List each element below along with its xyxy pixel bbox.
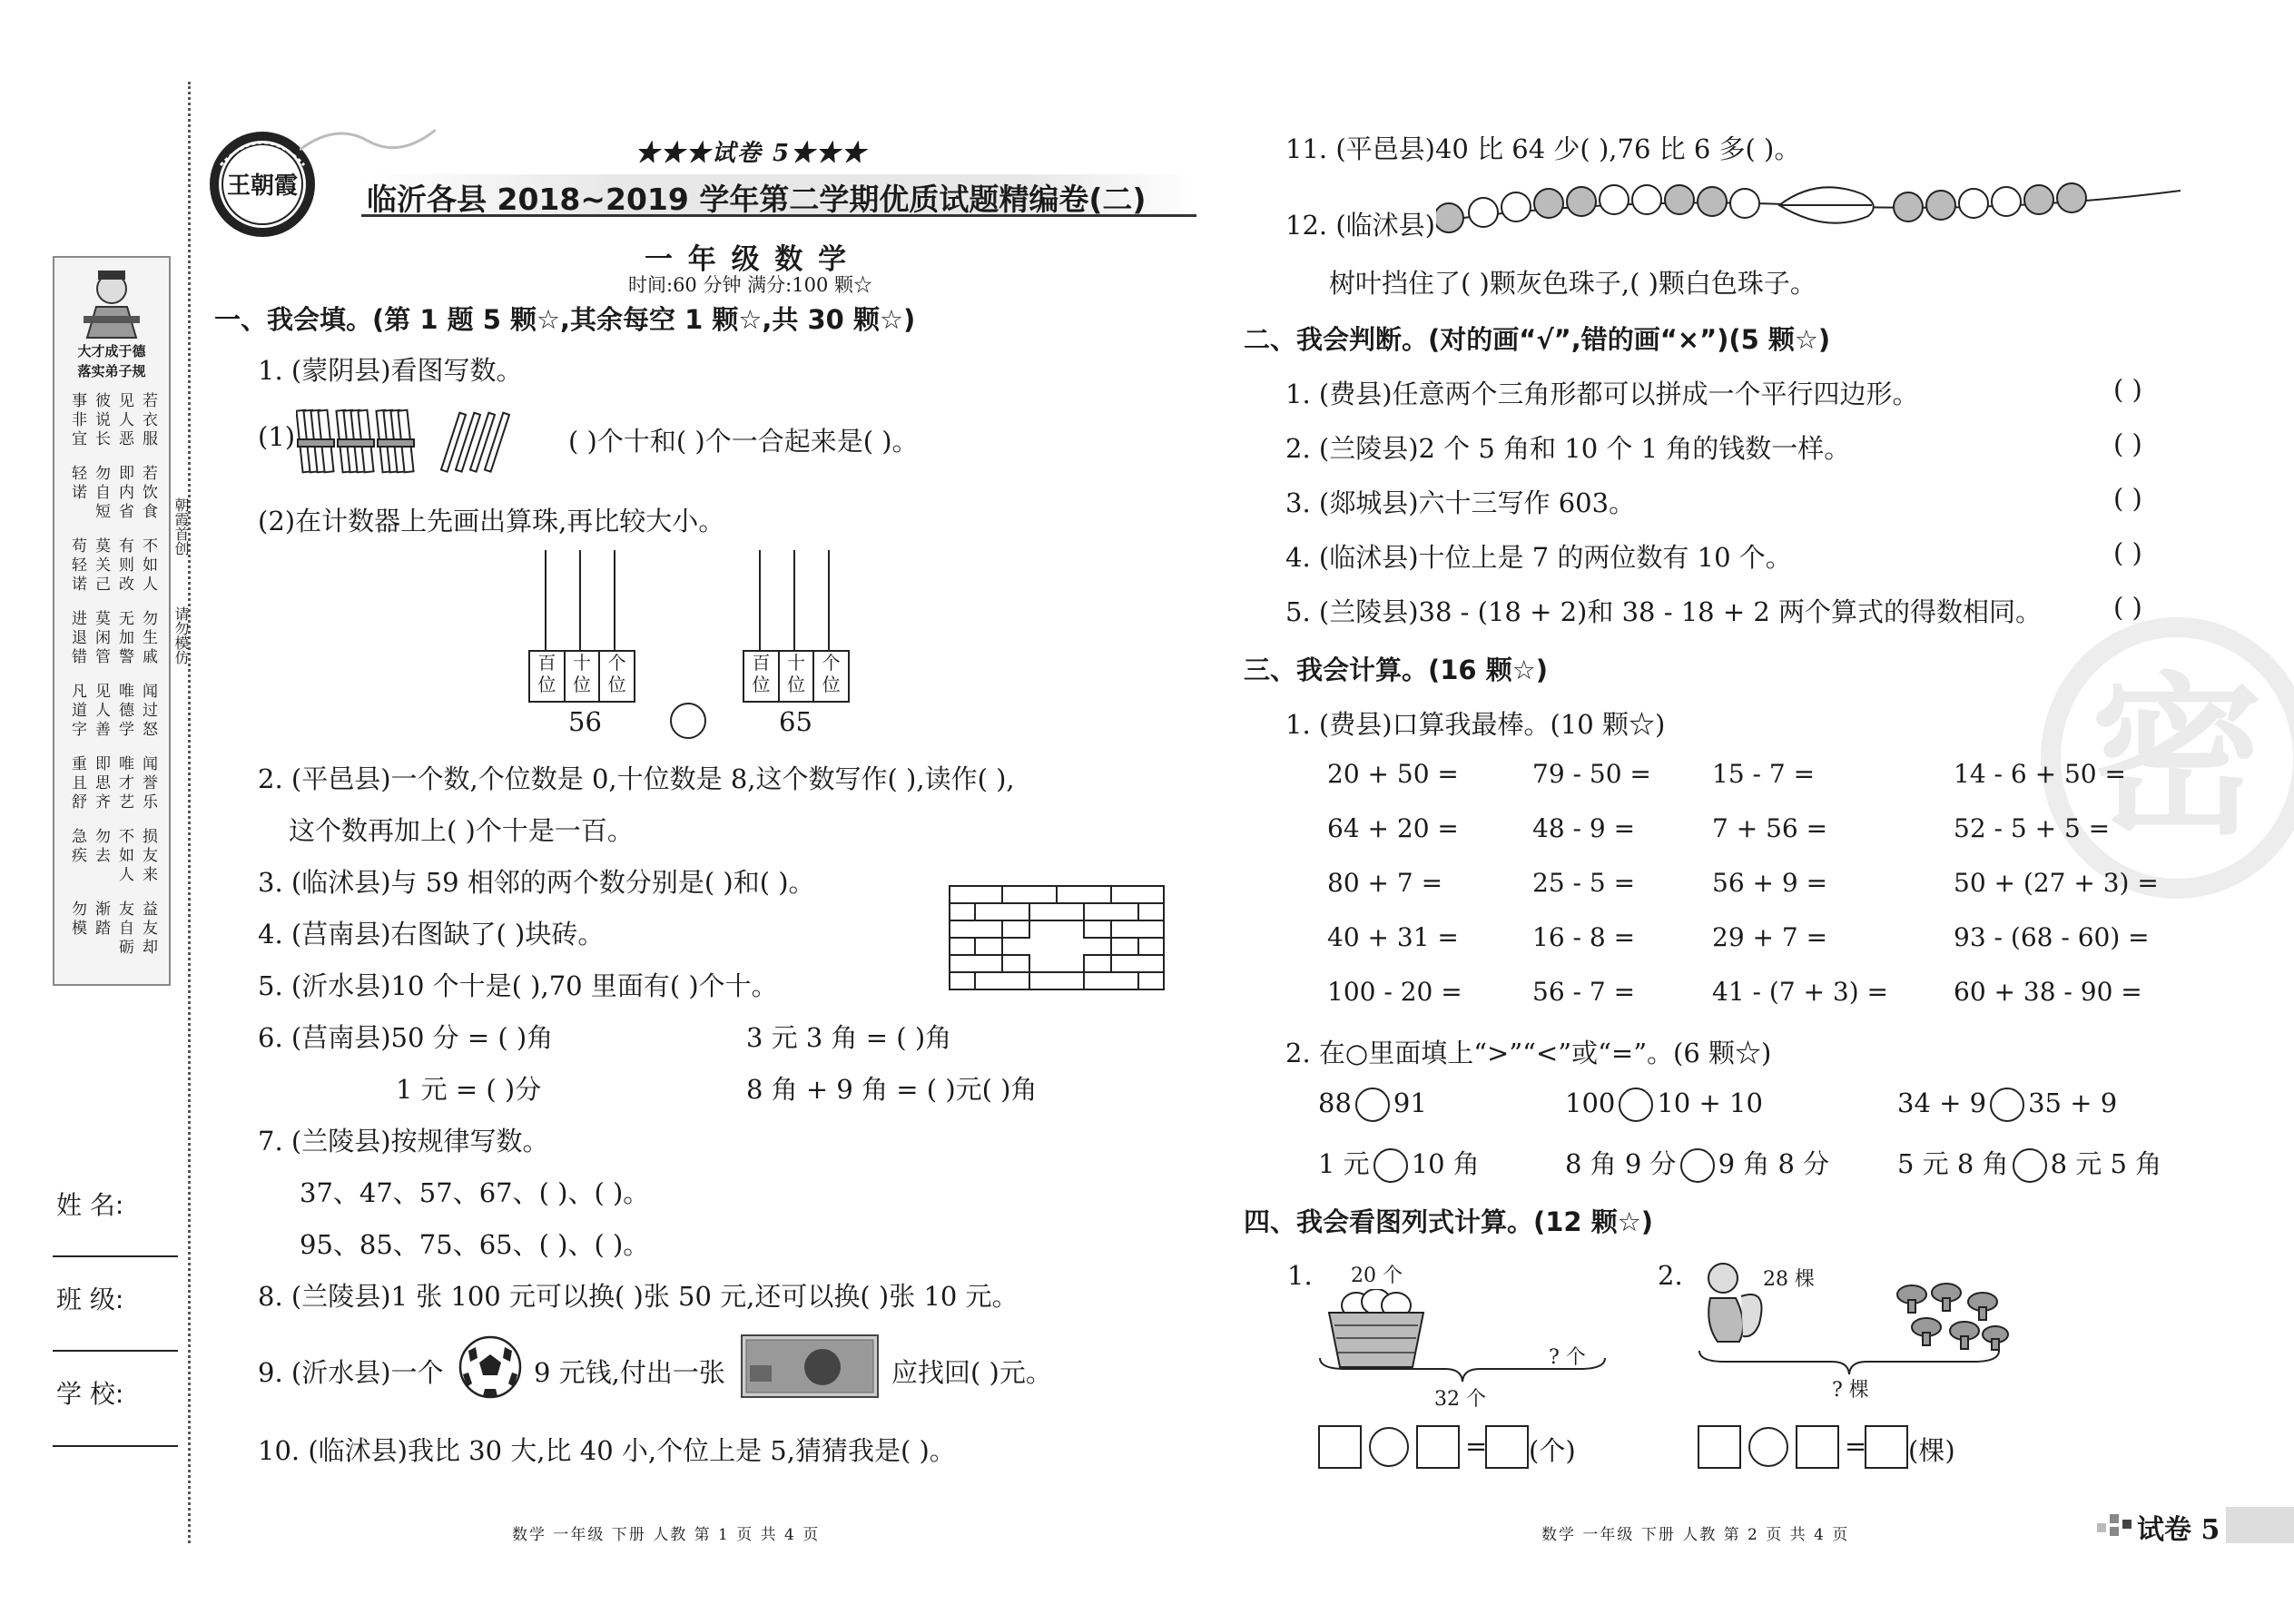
calc-item: 48 - 9 = [1532, 813, 1636, 843]
poem-column: 莫关己 [92, 537, 110, 595]
bead [1992, 187, 2021, 216]
compare-left: 1 元 [1318, 1148, 1370, 1179]
poem-column: 勿模 [68, 901, 86, 939]
poem-column: 苟轻诺 [68, 537, 86, 595]
q1-2: (2)在计数器上先画出算珠,再比较大小。 [258, 506, 725, 536]
stick-bundles-icon [296, 403, 521, 485]
q11: 11. (平邑县)40 比 64 少( ),76 比 6 多( )。 [1285, 133, 1801, 164]
q12-b: 树叶挡住了( )颗灰色珠子,( )颗白色珠子。 [1329, 268, 1816, 299]
bead [1469, 198, 1498, 227]
poem-column: 无加警 [115, 610, 133, 667]
q3: 3. (临沭县)与 59 相邻的两个数分别是( )和( )。 [258, 867, 815, 898]
q2-line-2: 这个数再加上( )个十是一百。 [289, 815, 634, 846]
poem-column: 见人恶 [115, 392, 133, 449]
scholar-figure-icon [80, 267, 143, 340]
bead [1632, 185, 1661, 214]
sidebar-motto-panel [53, 256, 171, 986]
section-2-heading: 二、我会判断。(对的画“√”,错的画“×”)(5 颗☆) [1244, 324, 1831, 355]
p2-number: 2. [1658, 1260, 1683, 1291]
poem-column: 有则改 [115, 537, 133, 595]
stars-label: ★★★试卷 5★★★ [635, 140, 868, 167]
calc-item: 60 + 38 - 90 = [1954, 977, 2142, 1007]
p1-number: 1. [1287, 1260, 1313, 1291]
poem-column: 轻诺 [68, 465, 86, 503]
calc-item: 15 - 7 = [1712, 759, 1816, 789]
poem-column: 即内省 [115, 465, 133, 522]
class-label: 班 级: [56, 1284, 124, 1314]
compare-right: 91 [1393, 1088, 1427, 1118]
bead [1698, 187, 1727, 216]
compare-item [1897, 1088, 2117, 1122]
school-field[interactable] [53, 1445, 178, 1447]
poem-column: 凡道字 [68, 683, 86, 740]
judge-answer-paren[interactable]: ( ) [2113, 374, 2142, 405]
compare-item [1565, 1088, 1763, 1122]
calc-item: 41 - (7 + 3) = [1712, 977, 1888, 1007]
q10: 10. (临沭县)我比 30 大,比 40 小,个位上是 5,猜猜我是( )。 [258, 1435, 956, 1466]
q9-b: 9 元钱,付出一张 [534, 1357, 725, 1388]
poem-column: 损友来 [139, 828, 157, 885]
poem-column: 勿生戚 [139, 610, 157, 667]
compare-right: 9 角 8 分 [1718, 1148, 1830, 1179]
p1-answer-box-1[interactable] [1318, 1425, 1362, 1469]
poem-column: 闻誉乐 [139, 755, 157, 812]
poem-column: 益友却 [139, 901, 157, 958]
poem-column: 莫闲管 [92, 610, 110, 667]
q2-line-1: 2. (平邑县)一个数,个位数是 0,十位数是 8,这个数写作( ),读作( ), [258, 763, 1015, 794]
bead [2057, 183, 2086, 212]
q6-a: 6. (莒南县)50 分 = ( )角 [258, 1022, 554, 1053]
calc-item: 29 + 7 = [1712, 922, 1828, 952]
q1: 1. (蒙阴县)看图写数。 [258, 355, 523, 386]
section-4-heading: 四、我会看图列式计算。(12 颗☆) [1244, 1206, 1653, 1237]
calc-item: 52 - 5 + 5 = [1954, 813, 2111, 843]
q6-d: 8 角 + 9 角 = ( )元( )角 [746, 1074, 1038, 1105]
subject-title: 一 年 级 数 学 [645, 243, 850, 276]
compare-circle[interactable] [1373, 1148, 1408, 1183]
judge-answer-paren[interactable]: ( ) [2113, 592, 2142, 623]
q9-a: 9. (沂水县)一个 [258, 1357, 444, 1388]
q4: 4. (莒南县)右图缺了( )块砖。 [258, 919, 605, 950]
section-3-heading: 三、我会计算。(16 颗☆) [1244, 655, 1548, 685]
poem-column: 即思齐 [92, 755, 110, 812]
school-label: 学 校: [56, 1379, 124, 1409]
p1-answer-box-3[interactable] [1485, 1425, 1529, 1469]
judge-item: 1. (费县)任意两个三角形都可以拼成一个平行四边形。 [1285, 379, 1919, 409]
left-footer: 数学 一年级 下册 人教 第 1 页 共 4 页 [512, 1526, 821, 1544]
main-title: 临沂各县 2018~2019 学年第二学期优质试题精编卷(二) [367, 182, 1147, 217]
section-1-heading: 一、我会填。(第 1 题 5 颗☆,其余每空 1 颗☆,共 30 颗☆) [214, 304, 916, 335]
q9-c: 应找回( )元。 [891, 1357, 1052, 1388]
q1-1-text: ( )个十和( )个一合起来是( )。 [568, 426, 919, 457]
abacus-label-tens: 十位 [566, 652, 601, 701]
bead [1567, 187, 1596, 216]
poem-column: 不如人 [139, 537, 157, 595]
bead [2024, 185, 2053, 214]
bead [1926, 191, 1955, 220]
calc-item: 16 - 8 = [1532, 922, 1636, 952]
p1-unit: (个) [1529, 1435, 1576, 1466]
poem-column: 友自砺 [115, 901, 133, 958]
q7: 7. (兰陵县)按规律写数。 [258, 1126, 549, 1156]
abacus-label-tens: 十位 [780, 652, 815, 701]
bead [1665, 185, 1694, 214]
time-info: 时间:60 分钟 满分:100 颗☆ [628, 274, 872, 296]
poem-column: 事非宜 [68, 392, 86, 449]
ribbon-decoration [300, 123, 436, 159]
p1-top-label: 20 个 [1351, 1265, 1403, 1287]
calc-item: 64 + 20 = [1327, 813, 1459, 843]
name-field[interactable] [53, 1255, 178, 1257]
compare-circle[interactable] [1355, 1088, 1390, 1122]
poem-column: 重且舒 [68, 755, 86, 812]
bead [1436, 203, 1463, 232]
q5: 5. (沂水县)10 个十是( ),70 里面有( )个十。 [258, 970, 778, 1001]
poem-column: 闻过怒 [139, 683, 157, 740]
abacus-label-ones: 个位 [822, 652, 841, 695]
calc-item: 7 + 56 = [1712, 813, 1828, 843]
compare-left: 88 [1318, 1088, 1352, 1118]
side-note-1: 朝霞首创 [172, 497, 190, 556]
p2-answer-box-1[interactable] [1698, 1425, 1741, 1469]
compare-item [1565, 1144, 1829, 1183]
calc-item: 56 + 9 = [1712, 868, 1828, 898]
abacus-label-ones: 个位 [607, 652, 626, 695]
poem-column: 进退错 [68, 610, 86, 667]
q7-a: 37、47、57、67、( )、( )。 [300, 1177, 650, 1208]
judge-answer-paren[interactable]: ( ) [2113, 428, 2142, 459]
q6-b: 3 元 3 角 = ( )角 [746, 1022, 952, 1053]
p2-question: ? 棵 [1832, 1379, 1869, 1402]
compare-right: 10 角 [1411, 1148, 1480, 1179]
calc-item: 100 - 20 = [1327, 977, 1462, 1007]
judge-item: 5. (兰陵县)38 - (18 + 2)和 38 - 18 + 2 两个算式的得数相同。 [1285, 596, 2043, 627]
calc-item: 14 - 6 + 50 = [1954, 759, 2126, 789]
calc-item: 56 - 7 = [1532, 977, 1636, 1007]
p2-top-label: 28 棵 [1763, 1268, 1815, 1291]
poem-column: 唯才艺 [115, 755, 133, 812]
bead [1534, 189, 1563, 218]
right-footer: 数学 一年级 下册 人教 第 2 页 共 4 页 [1541, 1526, 1850, 1544]
abacus-label-hundreds: 百位 [530, 652, 566, 701]
compare-right: 10 + 10 [1657, 1088, 1763, 1118]
compare-left: 8 角 9 分 [1565, 1148, 1677, 1179]
q1-1-prefix: (1) [258, 421, 296, 452]
poem-column: 急疾 [68, 828, 86, 866]
compare-left: 100 [1565, 1088, 1616, 1118]
number-65: 65 [779, 706, 812, 737]
calc-item: 80 + 7 = [1327, 868, 1443, 898]
compare-circle[interactable] [1619, 1088, 1653, 1122]
judge-item: 3. (郯城县)六十三写作 603。 [1285, 487, 1636, 518]
bead [1959, 189, 1988, 218]
sidebar-poem [62, 392, 163, 973]
banknote-20-icon [741, 1334, 879, 1398]
compare-item [1318, 1144, 1480, 1183]
name-label: 姓 名: [56, 1190, 124, 1220]
abacus-label-hundreds: 百位 [744, 652, 780, 701]
calc-item: 25 - 5 = [1532, 868, 1636, 898]
q3-2: 2. 在○里面填上“>”“<”或“=”。(6 颗☆) [1285, 1038, 1772, 1068]
sidebar-motto-1: 大才成于德 [77, 343, 146, 359]
corner-label: 试卷 5 [2137, 1514, 2220, 1546]
p2-brace [1698, 1349, 2001, 1376]
poem-column: 唯德学 [115, 683, 133, 740]
watermark-text: 密 [2090, 657, 2263, 858]
q6-c: 1 元 = ( )分 [396, 1074, 542, 1105]
calc-item: 79 - 50 = [1532, 759, 1651, 789]
poem-column: 不如人 [115, 828, 133, 885]
q3-1: 1. (费县)口算我最棒。(10 颗☆) [1285, 709, 1666, 740]
bead-string-icon [1436, 178, 2181, 241]
bead [1894, 192, 1923, 221]
p2-operator-circle[interactable] [1748, 1427, 1788, 1467]
p1-equals: = [1465, 1431, 1488, 1462]
bead [1730, 189, 1759, 218]
calc-item: 20 + 50 = [1327, 759, 1459, 789]
mushrooms-icon [1892, 1282, 2010, 1354]
logo-text: 王朝霞 [226, 172, 298, 200]
judge-answer-paren[interactable]: ( ) [2113, 537, 2142, 568]
p2-unit: (棵) [1908, 1435, 1955, 1466]
leaf-icon [1779, 187, 1874, 222]
q8: 8. (兰陵县)1 张 100 元可以换( )张 50 元,还可以换( )张 10 元。 [258, 1281, 1019, 1312]
poem-column: 见人善 [92, 683, 110, 740]
compare-right: 35 + 9 [2028, 1088, 2118, 1118]
q12: 12. (临沭县) [1285, 210, 1435, 241]
p2-equals: = [1845, 1431, 1867, 1462]
poem-column: 勿自短 [92, 465, 110, 522]
compare-circle[interactable] [2013, 1148, 2047, 1183]
abacus-left[interactable] [528, 550, 635, 699]
poem-column: 若饮食 [139, 465, 157, 522]
calc-item: 50 + (27 + 3) = [1954, 868, 2159, 898]
compare-circle[interactable] [1990, 1088, 2024, 1122]
bead [1600, 185, 1629, 214]
squirrel-icon [1699, 1260, 1765, 1347]
brick-wall-icon [948, 884, 1166, 991]
calc-item: 40 + 31 = [1327, 922, 1459, 952]
compare-item [1318, 1088, 1427, 1122]
bead [1501, 192, 1531, 221]
p1-operator-circle[interactable] [1369, 1427, 1409, 1467]
compare-left: 5 元 8 角 [1897, 1148, 2009, 1179]
number-56: 56 [568, 706, 602, 737]
corner-bar [2226, 1507, 2294, 1543]
judge-answer-paren[interactable]: ( ) [2113, 483, 2142, 514]
compare-item [1897, 1144, 2161, 1183]
compare-left: 34 + 9 [1897, 1088, 1987, 1118]
p2-answer-box-2[interactable] [1796, 1425, 1839, 1469]
fold-line [188, 82, 191, 1543]
class-field[interactable] [53, 1350, 178, 1352]
judge-item: 4. (临沭县)十位上是 7 的两位数有 10 个。 [1285, 542, 1792, 573]
abacus-right[interactable] [743, 550, 850, 699]
poem-column: 勿去 [92, 828, 110, 866]
poem-column: 若衣服 [139, 392, 157, 449]
poem-column: 渐踏 [92, 901, 110, 939]
judge-item: 2. (兰陵县)2 个 5 角和 10 个 1 角的钱数一样。 [1285, 433, 1851, 464]
corner-decoration [2097, 1511, 2133, 1538]
p1-answer-box-2[interactable] [1416, 1425, 1460, 1469]
sidebar-motto-2: 落实弟子规 [77, 363, 146, 379]
compare-circle[interactable] [670, 703, 706, 739]
compare-right: 8 元 5 角 [2050, 1148, 2162, 1179]
poem-column: 彼说长 [92, 392, 110, 449]
p1-total: 32 个 [1434, 1388, 1486, 1411]
q7-b: 95、85、75、65、( )、( )。 [300, 1229, 650, 1260]
p2-answer-box-3[interactable] [1865, 1425, 1908, 1469]
side-note-2: 请勿模仿 [172, 606, 190, 664]
secret-watermark [2041, 617, 2294, 899]
compare-circle[interactable] [1680, 1148, 1715, 1183]
soccer-ball-icon [458, 1334, 523, 1400]
calc-item: 93 - (68 - 60) = [1954, 922, 2150, 952]
p1-question: ? 个 [1549, 1346, 1586, 1369]
p1-brace [1318, 1356, 1607, 1383]
